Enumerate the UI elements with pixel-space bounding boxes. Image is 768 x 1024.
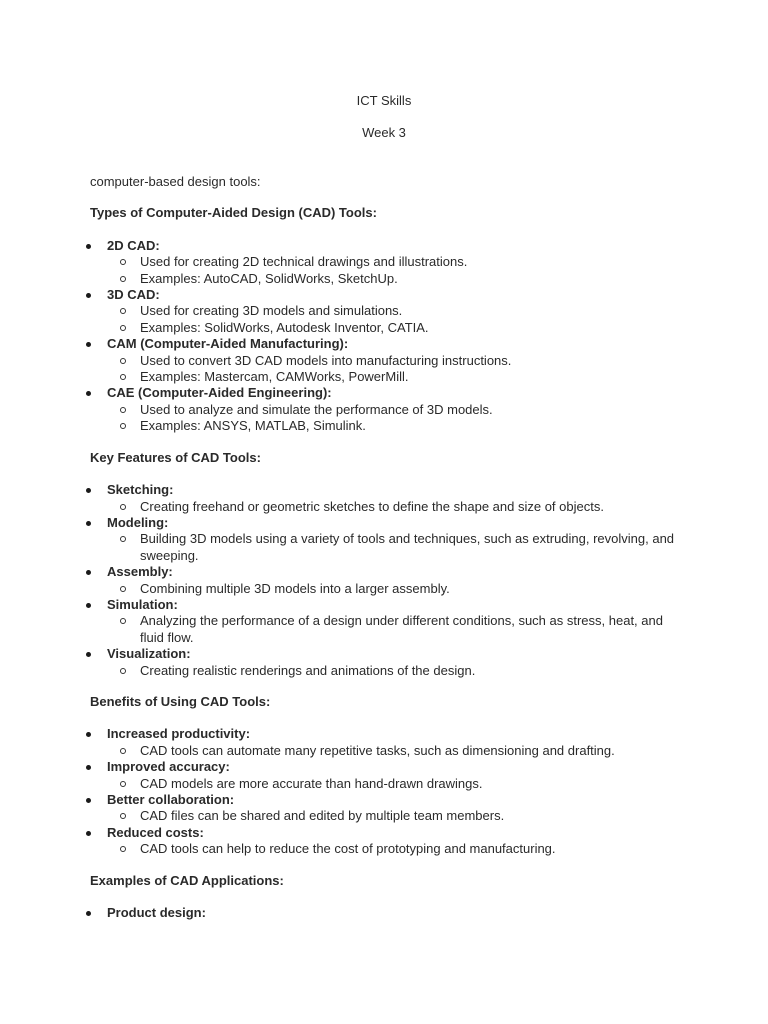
sub-list — [107, 663, 690, 679]
bullet-circle-icon — [120, 325, 126, 331]
bullet-circle-icon — [120, 846, 126, 852]
bullet-dot-icon — [86, 521, 91, 526]
document-title: ICT Skills — [356, 93, 412, 108]
list-item — [90, 792, 690, 825]
list-item-label: Visualization: — [107, 646, 191, 662]
sub-list-item — [107, 743, 690, 759]
sub-list-item-text: Creating realistic renderings and animations of the design. — [140, 662, 476, 678]
list-item — [90, 759, 690, 792]
bullet-dot-icon — [86, 488, 91, 493]
bullet-circle-icon — [120, 504, 126, 510]
bullet-circle-icon — [120, 374, 126, 380]
bullet-circle-icon — [120, 276, 126, 282]
bullet-dot-icon — [86, 603, 91, 608]
sub-list-item-text: Building 3D models using a variety of tools and techniques, such as extruding, revolving, and sweeping. — [140, 531, 675, 563]
document-subtitle: Week 3 — [362, 125, 406, 140]
sub-list-item — [107, 418, 690, 434]
bullet-circle-icon — [120, 536, 126, 542]
sub-list-item — [107, 320, 690, 336]
bullet-dot-icon — [86, 798, 91, 803]
bullet-dot-icon — [86, 831, 91, 836]
bullet-circle-icon — [120, 748, 126, 754]
section-heading: Key Features of CAD Tools: — [90, 449, 261, 465]
sub-list-item-text: Used to convert 3D CAD models into manufacturing instructions. — [140, 352, 512, 368]
sub-list-item — [107, 369, 690, 385]
sub-list-item — [107, 663, 690, 679]
section — [90, 450, 690, 679]
bullet-list — [90, 238, 690, 435]
bullet-dot-icon — [86, 342, 91, 347]
sub-list-item — [107, 841, 690, 857]
sub-list — [107, 743, 690, 759]
bullet-circle-icon — [120, 308, 126, 314]
list-item-label: Better collaboration: — [107, 792, 235, 807]
sub-list-item — [107, 776, 690, 792]
bullet-dot-icon — [86, 570, 91, 575]
bullet-dot-icon — [86, 293, 91, 298]
list-item-label: 3D CAD: — [107, 287, 160, 303]
bullet-circle-icon — [120, 781, 126, 787]
sub-list-item-text: Combining multiple 3D models into a larger assembly. — [140, 580, 450, 596]
bullet-circle-icon — [120, 358, 126, 364]
sub-list — [107, 841, 690, 857]
bullet-circle-icon — [120, 423, 126, 429]
sub-list-item — [107, 531, 690, 564]
section — [90, 873, 690, 922]
bullet-circle-icon — [120, 618, 126, 624]
list-item — [90, 515, 690, 564]
list-item-label: Simulation: — [107, 596, 178, 612]
list-item-label: CAE (Computer-Aided Engineering): — [107, 385, 332, 401]
list-item — [90, 726, 690, 759]
bullet-dot-icon — [86, 911, 91, 916]
sub-list-item — [107, 808, 690, 824]
list-item — [90, 385, 690, 434]
sub-list — [107, 402, 690, 435]
sub-list — [107, 613, 690, 646]
sub-list — [107, 499, 690, 515]
sub-list-item-text: Examples: ANSYS, MATLAB, Simulink. — [140, 418, 366, 434]
list-item-label: 2D CAD: — [107, 237, 160, 253]
sub-list-item-text: Examples: SolidWorks, Autodesk Inventor, CATIA. — [140, 319, 429, 335]
sub-list — [107, 581, 690, 597]
bullet-list — [90, 905, 690, 921]
sub-list-item — [107, 402, 690, 418]
section — [90, 694, 690, 858]
sub-list — [107, 303, 690, 336]
section-heading: Examples of CAD Applications: — [90, 872, 284, 888]
sub-list — [107, 776, 690, 792]
section-heading: Types of Computer-Aided Design (CAD) Tools: — [90, 205, 377, 221]
list-item-label: Improved accuracy: — [107, 759, 230, 775]
sub-list-item — [107, 254, 690, 270]
bullet-dot-icon — [86, 391, 91, 396]
list-item-label: Reduced costs: — [107, 824, 204, 840]
sub-list-item-text: CAD tools can help to reduce the cost of prototyping and manufacturing. — [140, 841, 556, 857]
bullet-dot-icon — [86, 765, 91, 770]
sub-list — [107, 808, 690, 824]
list-item-label: Assembly: — [107, 564, 173, 580]
list-item — [90, 825, 690, 858]
list-item-label: Sketching: — [107, 482, 174, 498]
sub-list-item-text: CAD files can be shared and edited by multiple team members. — [140, 808, 505, 824]
list-item-label: Modeling: — [107, 514, 169, 530]
list-item — [90, 646, 690, 679]
bullet-dot-icon — [86, 652, 91, 657]
list-item-label: Product design: — [107, 905, 206, 921]
list-item — [90, 336, 690, 385]
sub-list-item-text: Used to analyze and simulate the performance of 3D models. — [140, 401, 493, 417]
bullet-circle-icon — [120, 407, 126, 413]
sub-list-item-text: CAD tools can automate many repetitive tasks, such as dimensioning and drafting. — [140, 742, 615, 758]
sub-list-item-text: Analyzing the performance of a design under different conditions, such as stress, heat, and fluid flow. — [140, 613, 663, 645]
sub-list-item — [107, 499, 690, 515]
bullet-dot-icon — [86, 244, 91, 249]
sub-list-item — [107, 353, 690, 369]
document-body — [90, 174, 690, 921]
sub-list — [107, 254, 690, 287]
sub-list-item-text: CAD models are more accurate than hand-drawn drawings. — [140, 775, 483, 791]
bullet-circle-icon — [120, 586, 126, 592]
list-item — [90, 597, 690, 646]
sub-list-item — [107, 613, 690, 646]
bullet-circle-icon — [120, 813, 126, 819]
sub-list-item — [107, 271, 690, 287]
sub-list-item — [107, 581, 690, 597]
sub-list-item-text: Used for creating 3D models and simulations. — [140, 303, 403, 319]
bullet-circle-icon — [120, 259, 126, 265]
list-item — [90, 564, 690, 597]
sub-list-item-text: Creating freehand or geometric sketches to define the shape and size of objects. — [140, 498, 604, 514]
list-item — [90, 238, 690, 287]
sub-list-item-text: Examples: Mastercam, CAMWorks, PowerMill. — [140, 369, 409, 385]
list-item — [90, 287, 690, 336]
sections-container — [90, 205, 690, 921]
list-item — [90, 482, 690, 515]
bullet-dot-icon — [86, 732, 91, 737]
section-heading: Benefits of Using CAD Tools: — [90, 693, 271, 709]
sub-list-item — [107, 303, 690, 319]
sub-list-item-text: Examples: AutoCAD, SolidWorks, SketchUp. — [140, 270, 398, 286]
sub-list-item-text: Used for creating 2D technical drawings and illustrations. — [140, 254, 468, 270]
bullet-list — [90, 482, 690, 679]
section — [90, 205, 690, 434]
list-item-label: CAM (Computer-Aided Manufacturing): — [107, 336, 349, 352]
sub-list — [107, 353, 690, 386]
bullet-list — [90, 726, 690, 857]
intro-text: computer-based design tools: — [90, 174, 261, 189]
list-item — [90, 905, 690, 921]
list-item-label: Increased productivity: — [107, 726, 251, 742]
bullet-circle-icon — [120, 668, 126, 674]
sub-list — [107, 531, 690, 564]
